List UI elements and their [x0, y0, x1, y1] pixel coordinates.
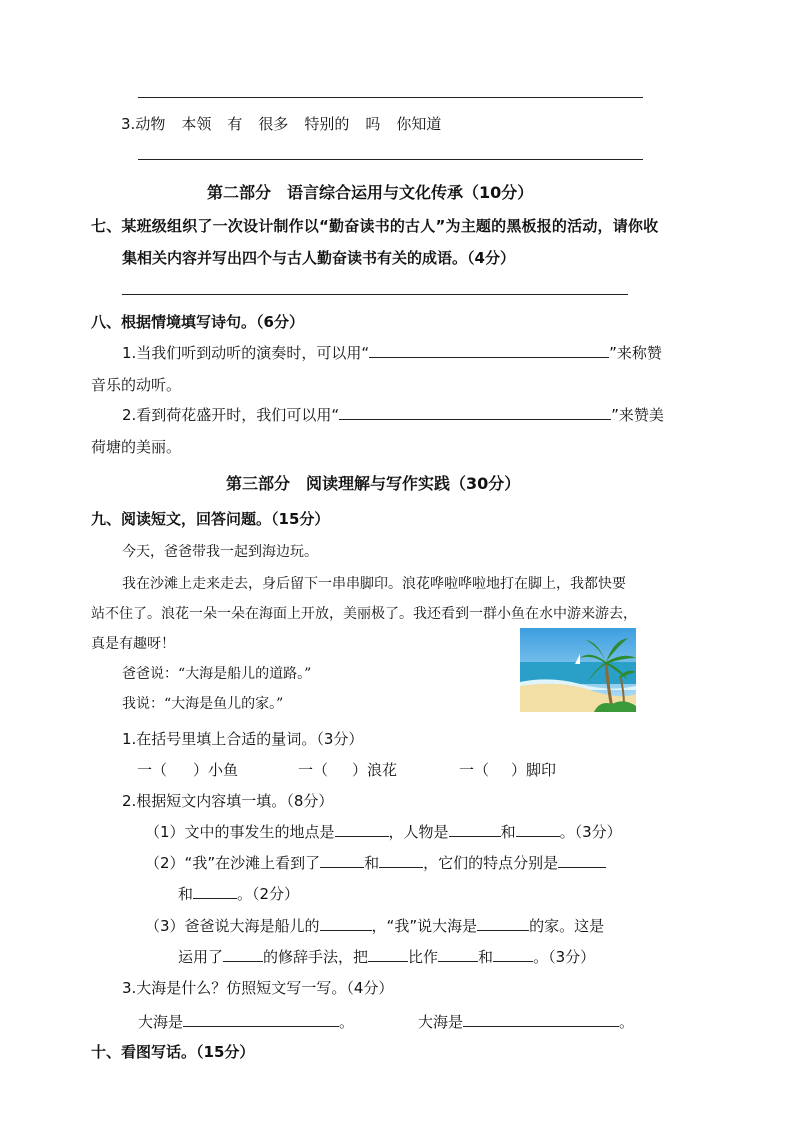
imitation-writing-right: 大海是 。	[418, 1013, 635, 1031]
sub-question-2-part-3: （3）爸爸说大海是船儿的 ，“我”说大海是 的家。这是	[145, 917, 605, 935]
fill-blank[interactable]	[368, 947, 408, 962]
passage-paragraph-2-line-2: 站不住了。浪花一朵一朵在海面上开放，美丽极了。我还看到一群小鱼在水中游来游去，	[91, 606, 637, 622]
fill-blank[interactable]	[223, 947, 263, 962]
sentence-reorder-item-3	[121, 113, 457, 134]
fill-blank[interactable]	[558, 853, 606, 868]
word: 很多	[258, 115, 289, 133]
question-8-item-1: 1.当我们听到动听的演奏时，可以用“ ”来称赞	[122, 344, 662, 362]
fill-blank[interactable]	[335, 822, 389, 837]
question-8-title: 八、根据情境填写诗句。（6分）	[91, 313, 304, 331]
poem-blank[interactable]	[369, 343, 609, 358]
question-7-line-2: 集相关内容并写出四个与古人勤奋读书有关的成语。（4分）	[122, 249, 515, 267]
fill-blank[interactable]	[193, 884, 237, 899]
passage-paragraph-2-line-1: 我在沙滩上走来走去，身后留下一串串脚印。浪花哗啦哗啦地打在脚上，我都快要	[122, 576, 626, 592]
fill-blank[interactable]	[438, 947, 478, 962]
fill-blank[interactable]	[477, 916, 529, 931]
beach-picture	[520, 628, 636, 712]
sub-question-2-part-2-cont: 和 。（2分）	[178, 885, 300, 903]
sub-question-2-part-3-cont: 运用了 的修辞手法，把 比作 和 。（3分）	[178, 948, 596, 966]
passage-paragraph-2-line-3: 真是有趣呀！	[91, 636, 175, 652]
sub-question-2-part-2: （2）“我”在沙滩上看到了 和 ，它们的特点分别是	[145, 852, 606, 873]
fill-blank[interactable]	[516, 822, 560, 837]
section-title-part-2: 第二部分 语言综合运用与文化传承（10分）	[207, 183, 534, 202]
answer-line[interactable]	[138, 159, 643, 160]
passage-paragraph-1: 今天，爸爸带我一起到海边玩。	[122, 544, 318, 560]
fill-blank[interactable]	[379, 853, 423, 868]
word: 你知道	[396, 115, 442, 133]
writing-blank[interactable]	[183, 1012, 339, 1027]
sub-question-2-title: 2.根据短文内容填一填。（8分）	[122, 792, 334, 810]
answer-line[interactable]	[122, 294, 628, 295]
question-8-item-1-cont: 音乐的动听。	[91, 376, 182, 394]
sub-question-3-title: 3.大海是什么？仿照短文写一写。（4分）	[122, 979, 394, 997]
fill-blank[interactable]	[449, 822, 501, 837]
word: 吗	[365, 115, 381, 133]
word: 有	[227, 115, 243, 133]
fill-blank[interactable]	[493, 947, 533, 962]
question-8-item-2-cont: 荷塘的美丽。	[91, 438, 182, 456]
sub-question-2-part-1: （1）文中的事发生的地点是 ，人物是 和 。（3分）	[145, 823, 622, 841]
measure-word-item: 一（ ）脚印	[459, 761, 557, 779]
sub-question-1-title: 1.在括号里填上合适的量词。（3分）	[122, 730, 364, 748]
word: 特别的	[304, 115, 350, 133]
measure-word-item: 一（ ）浪花	[298, 761, 398, 779]
imitation-writing-left: 大海是 。	[138, 1013, 355, 1031]
passage-paragraph-4: 我说：“大海是鱼儿的家。”	[122, 696, 284, 712]
question-7-line-1: 七、某班级组织了一次设计制作以“勤奋读书的古人”为主题的黑板报的活动，请你收	[91, 217, 659, 235]
measure-word-item: 一（ ）小鱼	[137, 761, 239, 779]
question-9-title: 九、阅读短文，回答问题。（15分）	[91, 510, 330, 528]
item-number: 3.	[121, 115, 136, 133]
answer-line	[138, 97, 643, 98]
fill-blank[interactable]	[320, 853, 364, 868]
poem-blank[interactable]	[339, 405, 611, 420]
passage-paragraph-3: 爸爸说：“大海是船儿的道路。”	[122, 666, 312, 682]
word: 动物	[135, 115, 166, 133]
word: 本领	[181, 115, 212, 133]
writing-blank[interactable]	[463, 1012, 619, 1027]
question-10-title: 十、看图写话。（15分）	[91, 1043, 255, 1061]
question-8-item-2: 2.看到荷花盛开时，我们可以用“ ”来赞美	[122, 406, 664, 424]
section-title-part-3: 第三部分 阅读理解与写作实践（30分）	[226, 474, 521, 493]
fill-blank[interactable]	[320, 916, 372, 931]
